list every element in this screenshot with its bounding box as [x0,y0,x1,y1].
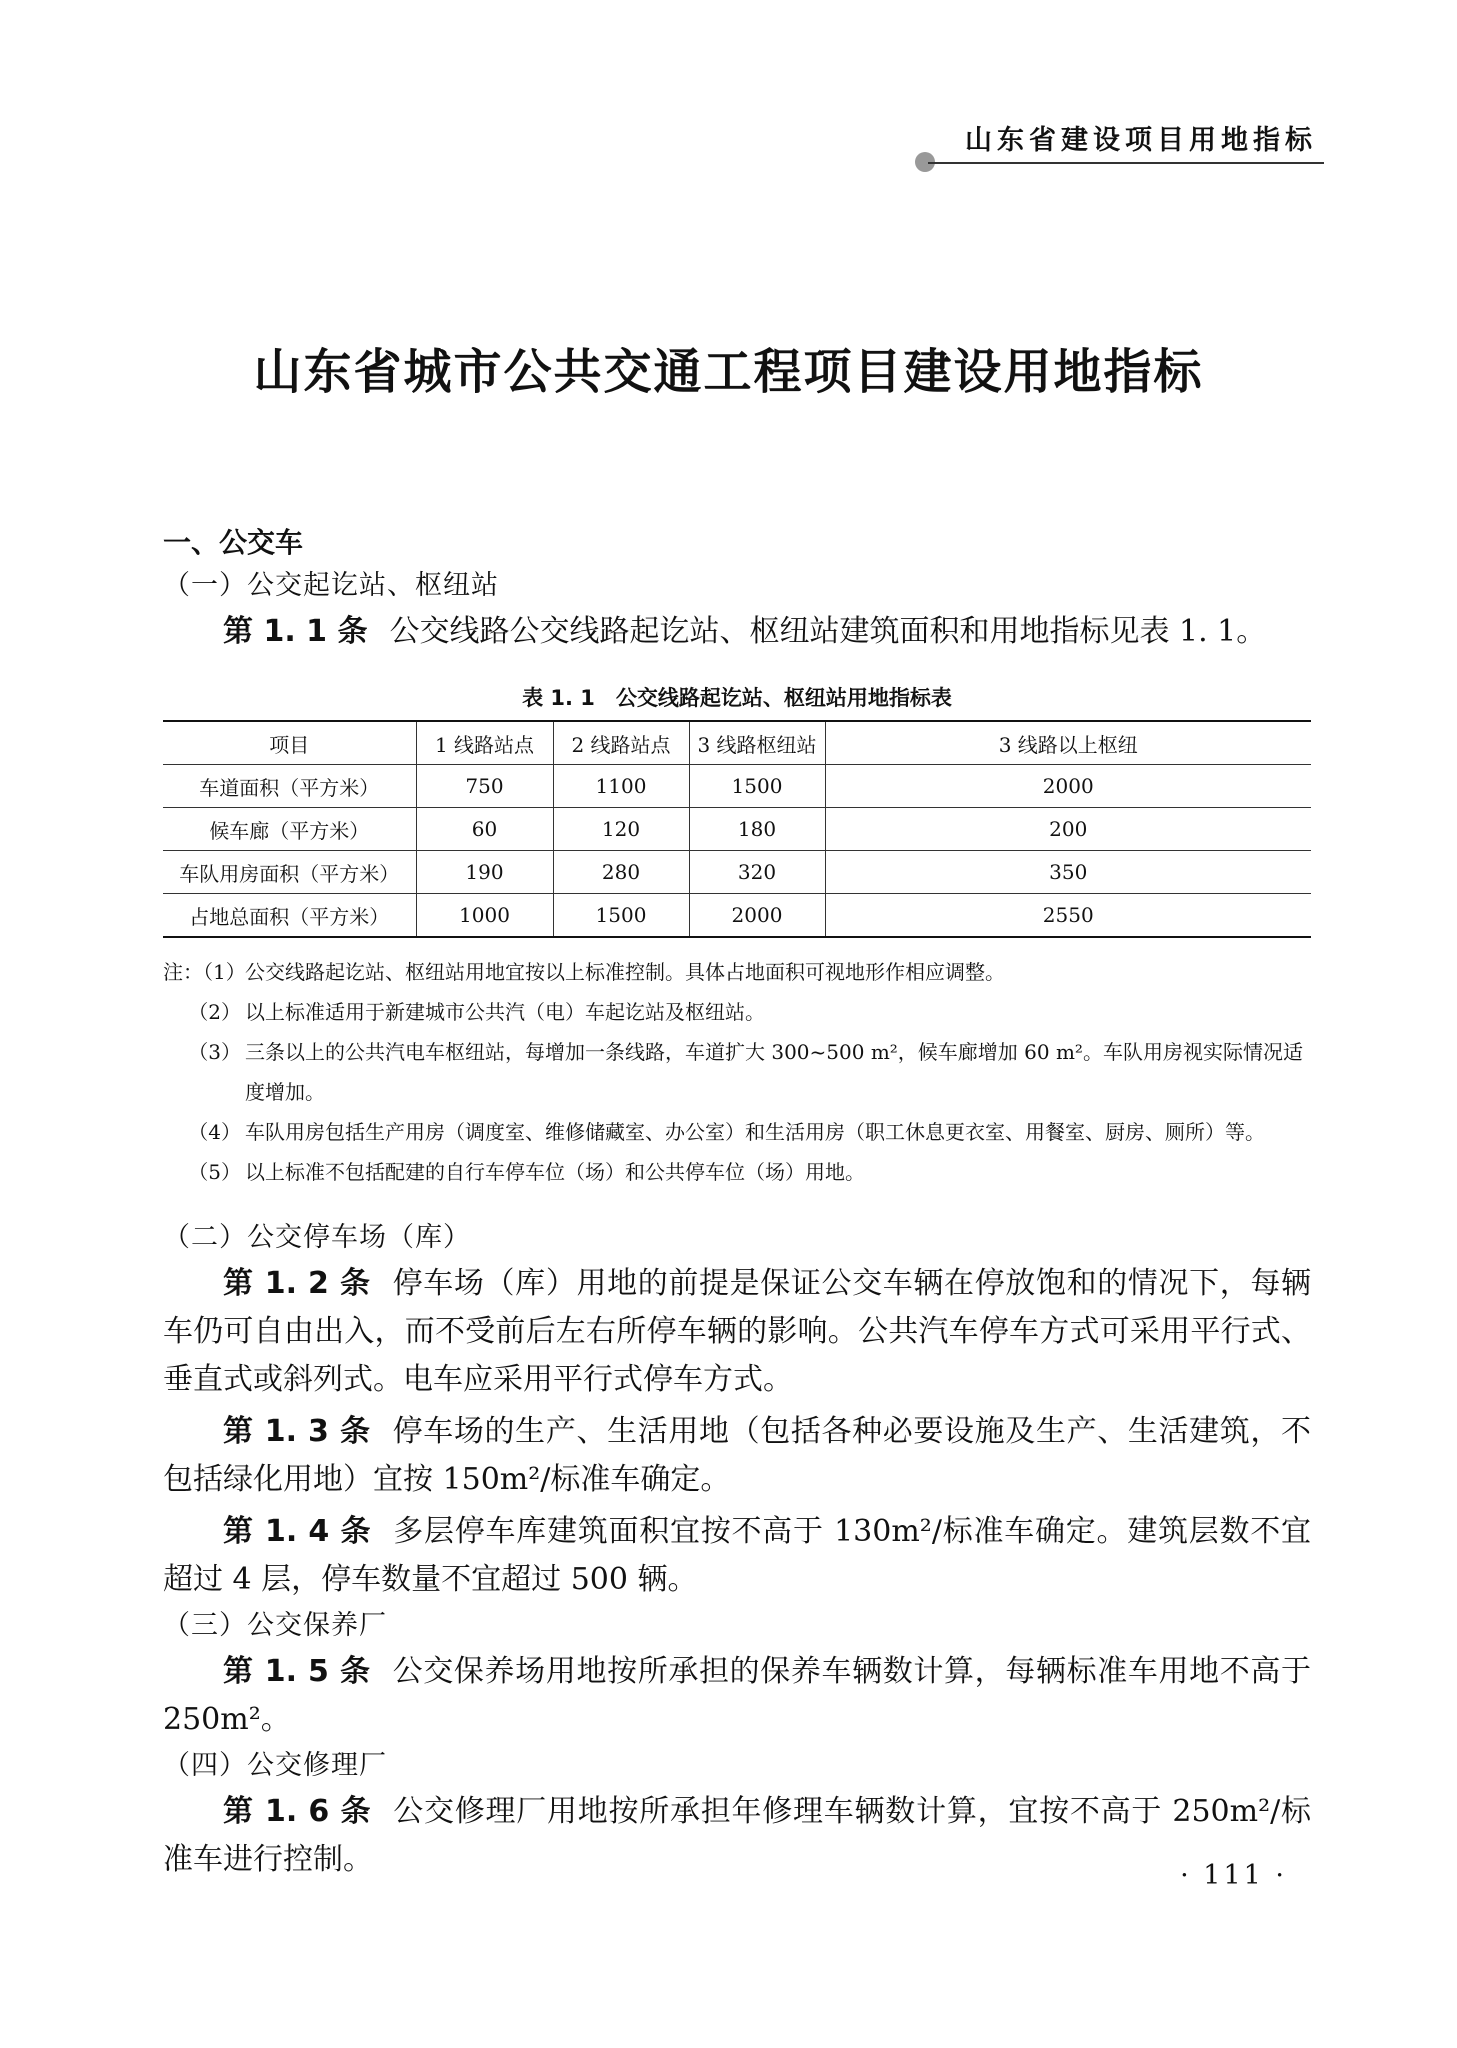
table-cell: 1100 [553,765,689,808]
table-cell: 180 [689,808,825,851]
note-prefix: （4） [188,1120,241,1144]
article-number: 第 1. 4 条 [223,1514,372,1549]
table-cell: 280 [553,851,689,894]
subsection-heading-repair: （四）公交修理厂 [163,1750,387,1781]
article-text: 公交保养场用地按所承担的保养车辆数计算，每辆标准车用地不高于 250m²。 [163,1654,1312,1737]
table-cell: 200 [825,808,1311,851]
table-cell: 1000 [416,894,553,938]
document-body [163,522,1311,1884]
subsection-heading-maintenance: （三）公交保养厂 [163,1610,387,1641]
article-text: 公交修理厂用地按所承担年修理车辆数计算，宜按不高于 250m²/标准车进行控制。 [163,1794,1311,1877]
note-text: 公交线路起讫站、枢纽站用地宜按以上标准控制。具体占地面积可视地形作相应调整。 [245,960,1005,984]
note-item [163,992,1311,1032]
table-cell: 320 [689,851,825,894]
table-header-cell: 项目 [269,732,310,757]
land-use-table [163,720,1311,938]
table-cell: 车队用房面积（平方米） [163,851,416,894]
article-1-5 [163,1648,1311,1744]
article-number: 第 1. 6 条 [223,1794,372,1829]
note-prefix: （5） [188,1160,241,1184]
note-text: 以上标准适用于新建城市公共汽（电）车起讫站及枢纽站。 [245,1000,765,1024]
table-row [163,765,1311,808]
note-item [163,1152,1311,1192]
table-header-cell: 3 线路枢纽站 [689,721,825,765]
article-number: 第 1. 3 条 [223,1414,371,1449]
section-heading: 一、公交车 [163,526,304,559]
article-number: 第 1. 5 条 [223,1654,371,1689]
table-cell: 车道面积（平方米） [163,765,416,808]
note-prefix: （2） [188,1000,241,1024]
table-cell: 60 [416,808,553,851]
header-rule [928,162,1324,164]
table-caption: 表 1. 1 公交线路起讫站、枢纽站用地指标表 [522,686,952,710]
article-number: 第 1. 1 条 [223,614,368,649]
table-cell: 190 [416,851,553,894]
table-cell: 候车廊（平方米） [163,808,416,851]
table-cell: 120 [553,808,689,851]
table-row [163,808,1311,851]
subsection-heading-parking: （二）公交停车场（库） [163,1222,471,1253]
table-row [163,851,1311,894]
article-number: 第 1. 2 条 [223,1266,371,1301]
table-cell: 2550 [825,894,1311,938]
table-cell: 2000 [825,765,1311,808]
article-text: 停车场（库）用地的前提是保证公交车辆在停放饱和的情况下，每辆车仍可自由出入，而不受前后左右所停车辆的影响。公共汽车停车方式可采用平行式、垂直式或斜列式。电车应采用平行式停车方式。 [163,1266,1312,1397]
article-1-6 [163,1788,1311,1884]
subsection-heading-terminals: （一）公交起讫站、枢纽站 [163,570,499,601]
article-text: 停车场的生产、生活用地（包括各种必要设施及生产、生活建筑，不包括绿化用地）宜按 150m²/标准车确定。 [163,1414,1312,1497]
article-text: 公交线路公交线路起讫站、枢纽站建筑面积和用地指标见表 1. 1。 [389,614,1267,649]
article-1-3 [163,1408,1311,1504]
article-text: 多层停车库建筑面积宜按不高于 130m²/标准车确定。建筑层数不宜超过 4 层，停车数量不宜超过 500 辆。 [163,1514,1311,1597]
note-text: 三条以上的公共汽电车枢纽站，每增加一条线路，车道扩大 300~500 m²，候车廊增加 60 m²。车队用房视实际情况适度增加。 [245,1040,1303,1104]
note-text: 以上标准不包括配建的自行车停车位（场）和公共停车位（场）用地。 [245,1160,865,1184]
note-prefix: （3） [188,1040,241,1064]
page-title: 山东省城市公共交通工程项目建设用地指标 [253,344,1204,400]
table-row [163,894,1311,938]
table-cell: 2000 [689,894,825,938]
running-header: 山东省建设项目用地指标 [965,125,1317,156]
note-item [163,952,1311,992]
note-item [163,1112,1311,1152]
article-1-1 [163,608,1311,656]
table-header-cell: 3 线路以上枢纽 [825,721,1311,765]
page-number: · 111 · [1180,1860,1287,1891]
table-cell: 750 [416,765,553,808]
article-1-4 [163,1508,1311,1604]
note-item [163,1032,1311,1112]
table-header-cell: 1 线路站点 [416,721,553,765]
table-notes [163,952,1311,1192]
note-prefix: 注：（1） [163,960,246,984]
table-header-cell: 2 线路站点 [553,721,689,765]
table-cell: 占地总面积（平方米） [163,894,416,938]
table-cell: 1500 [689,765,825,808]
article-1-2 [163,1260,1311,1404]
table-header-row [163,721,1311,765]
table-cell: 350 [825,851,1311,894]
table-cell: 1500 [553,894,689,938]
note-text: 车队用房包括生产用房（调度室、维修储藏室、办公室）和生活用房（职工休息更衣室、用餐室、厨房、厕所）等。 [245,1120,1265,1144]
